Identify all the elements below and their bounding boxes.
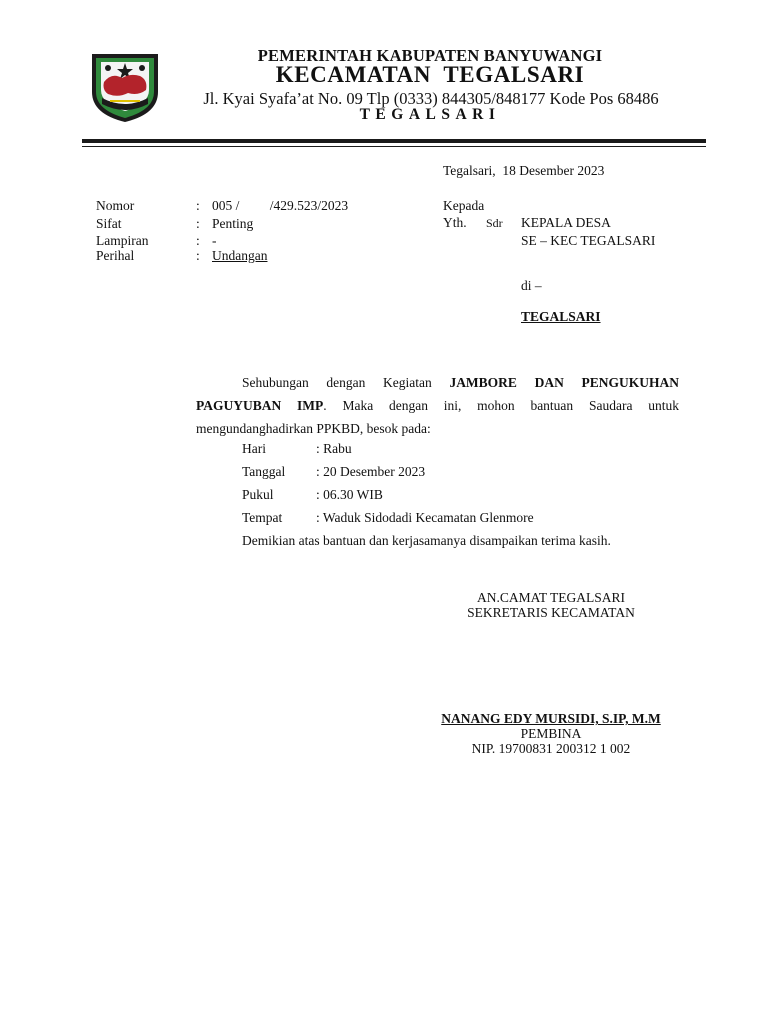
recipient-place: TEGALSARI bbox=[521, 309, 601, 324]
body-intro-2: . Maka dengan ini, mohon bantuan Saudara untuk mengundanghadirkan PPKBD, besok pada: bbox=[196, 398, 679, 436]
detail-label-tempat: Tempat bbox=[242, 510, 283, 525]
body-intro-1: Sehubungan dengan Kegiatan bbox=[242, 375, 450, 390]
meta-label-perihal: Perihal bbox=[96, 248, 135, 263]
recipient-line2: SE – KEC TEGALSARI bbox=[521, 233, 656, 248]
recipient-kepada: Kepada bbox=[443, 198, 485, 213]
meta-sep: : bbox=[196, 216, 200, 231]
body-paragraph bbox=[196, 371, 679, 440]
office-address: Jl. Kyai Syafa’at No. 09 Tlp (0333) 844305/848177 Kode Pos 68486 bbox=[203, 89, 659, 108]
meta-sep: : bbox=[196, 248, 200, 263]
meta-value-lampiran: - bbox=[212, 233, 217, 248]
government-name: PEMERINTAH KABUPATEN BANYUWANGI bbox=[257, 46, 603, 65]
recipient-line1: KEPALA DESA bbox=[521, 215, 611, 230]
kabupaten-banyuwangi-emblem-icon bbox=[88, 48, 162, 124]
detail-value-hari: : Rabu bbox=[316, 441, 352, 456]
recipient-di: di – bbox=[521, 278, 542, 293]
event-name: JAMBORE DAN PENGUKUHAN PAGUYUBAN IMP bbox=[196, 375, 680, 413]
recipient-yth: Yth. bbox=[443, 215, 467, 230]
signatory-rank: PEMBINA bbox=[520, 726, 582, 741]
detail-value-tempat: : Waduk Sidodadi Kecamatan Glenmore bbox=[316, 510, 534, 525]
signatory-name: NANANG EDY MURSIDI, S.IP, M.M bbox=[441, 711, 661, 726]
meta-value-sifat: Penting bbox=[212, 216, 254, 231]
signatory-nip: NIP. 19700831 200312 1 002 bbox=[471, 741, 631, 756]
detail-label-tanggal: Tanggal bbox=[242, 464, 286, 479]
detail-value-pukul: : 06.30 WIB bbox=[316, 487, 383, 502]
meta-sep: : bbox=[196, 233, 200, 248]
meta-value-nomor: 005 / /429.523/2023 bbox=[212, 198, 349, 213]
closing-sentence: Demikian atas bantuan dan kerjasamanya disampaikan terima kasih. bbox=[242, 533, 611, 548]
detail-value-tanggal: : 20 Desember 2023 bbox=[316, 464, 426, 479]
letter-date: Tegalsari, 18 Desember 2023 bbox=[443, 163, 605, 178]
recipient-sdr: Sdr bbox=[486, 216, 503, 230]
meta-sep: : bbox=[196, 198, 200, 213]
meta-value-perihal: Undangan bbox=[212, 248, 268, 263]
letterhead-rule-thick bbox=[82, 139, 706, 143]
office-name: KECAMATAN TEGALSARI bbox=[275, 62, 585, 87]
office-town: TEGALSARI bbox=[359, 106, 501, 123]
detail-label-hari: Hari bbox=[242, 441, 266, 456]
detail-label-pukul: Pukul bbox=[242, 487, 274, 502]
signature-position: SEKRETARIS KECAMATAN bbox=[467, 605, 635, 620]
meta-label-nomor: Nomor bbox=[96, 198, 135, 213]
letterhead-rule-thin bbox=[82, 146, 706, 147]
meta-label-lampiran: Lampiran bbox=[96, 233, 149, 248]
meta-label-sifat: Sifat bbox=[96, 216, 122, 231]
signature-on-behalf: AN.CAMAT TEGALSARI bbox=[476, 590, 625, 605]
